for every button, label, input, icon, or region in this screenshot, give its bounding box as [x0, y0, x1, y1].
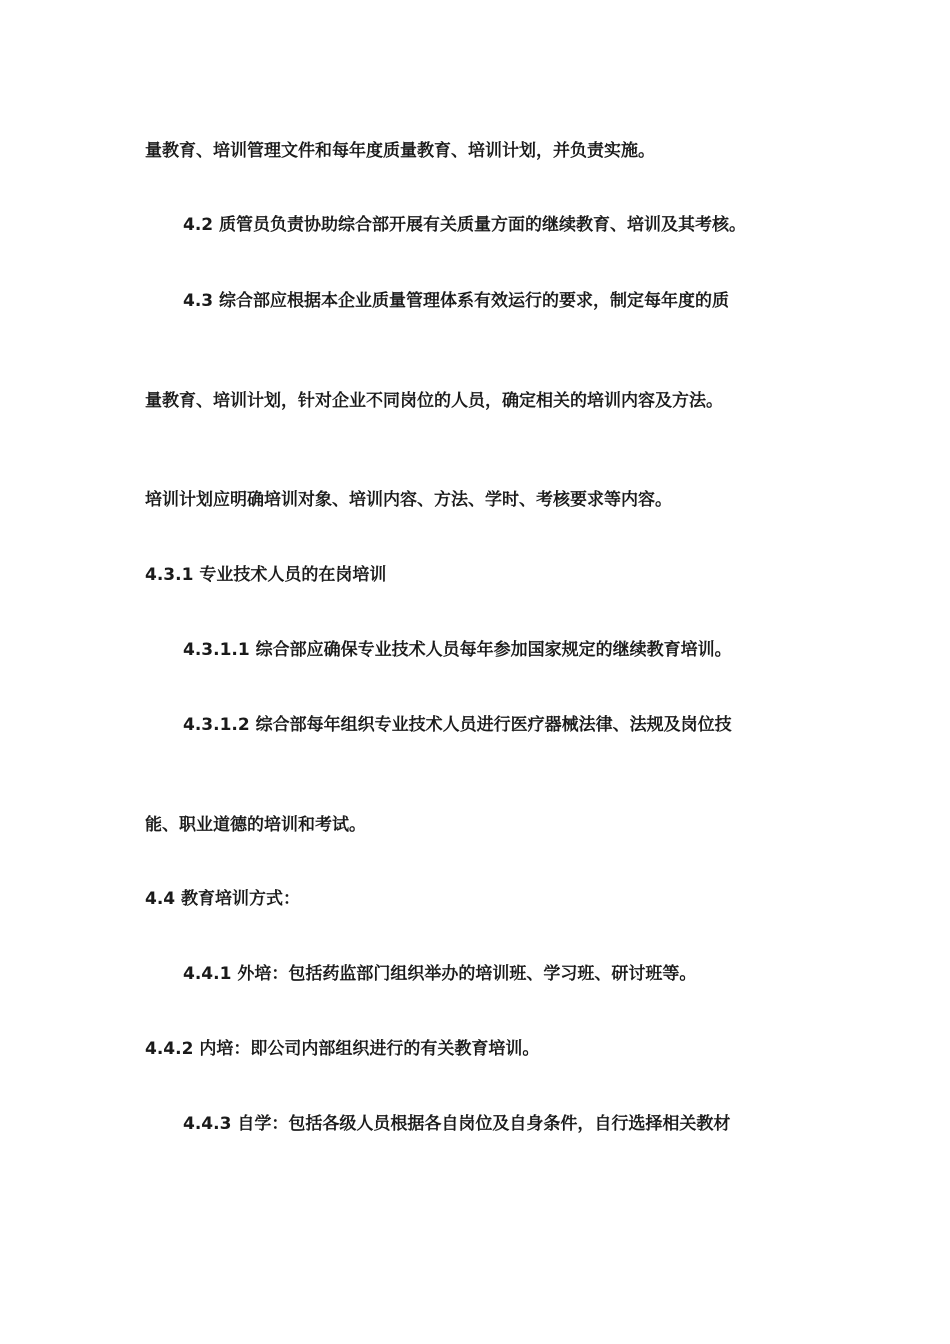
section-4-3: 4.3 综合部应根据本企业质量管理体系有效运行的要求，制定每年度的质 [183, 291, 730, 311]
section-4-4-1: 4.4.1 外培：包括药监部门组织举办的培训班、学习班、研讨班等。 [183, 964, 697, 984]
section-4-4-heading: 4.4 教育培训方式： [145, 889, 301, 909]
paragraph-line: 能、职业道德的培训和考试。 [145, 815, 366, 835]
section-4-2: 4.2 质管员负责协助综合部开展有关质量方面的继续教育、培训及其考核。 [183, 215, 747, 235]
section-4-3-1-1: 4.3.1.1 综合部应确保专业技术人员每年参加国家规定的继续教育培训。 [183, 640, 732, 660]
paragraph-line: 量教育、培训管理文件和每年度质量教育、培训计划，并负责实施。 [145, 141, 655, 161]
section-4-3-1-heading: 4.3.1 专业技术人员的在岗培训 [145, 565, 387, 585]
section-4-3-1-2: 4.3.1.2 综合部每年组织专业技术人员进行医疗器械法律、法规及岗位技 [183, 715, 732, 735]
paragraph-line: 培训计划应明确培训对象、培训内容、方法、学时、考核要求等内容。 [145, 490, 672, 510]
section-4-4-3: 4.4.3 自学：包括各级人员根据各自岗位及自身条件，自行选择相关教材 [183, 1114, 731, 1134]
paragraph-line: 量教育、培训计划，针对企业不同岗位的人员，确定相关的培训内容及方法。 [145, 391, 723, 411]
section-4-4-2: 4.4.2 内培：即公司内部组织进行的有关教育培训。 [145, 1039, 540, 1059]
